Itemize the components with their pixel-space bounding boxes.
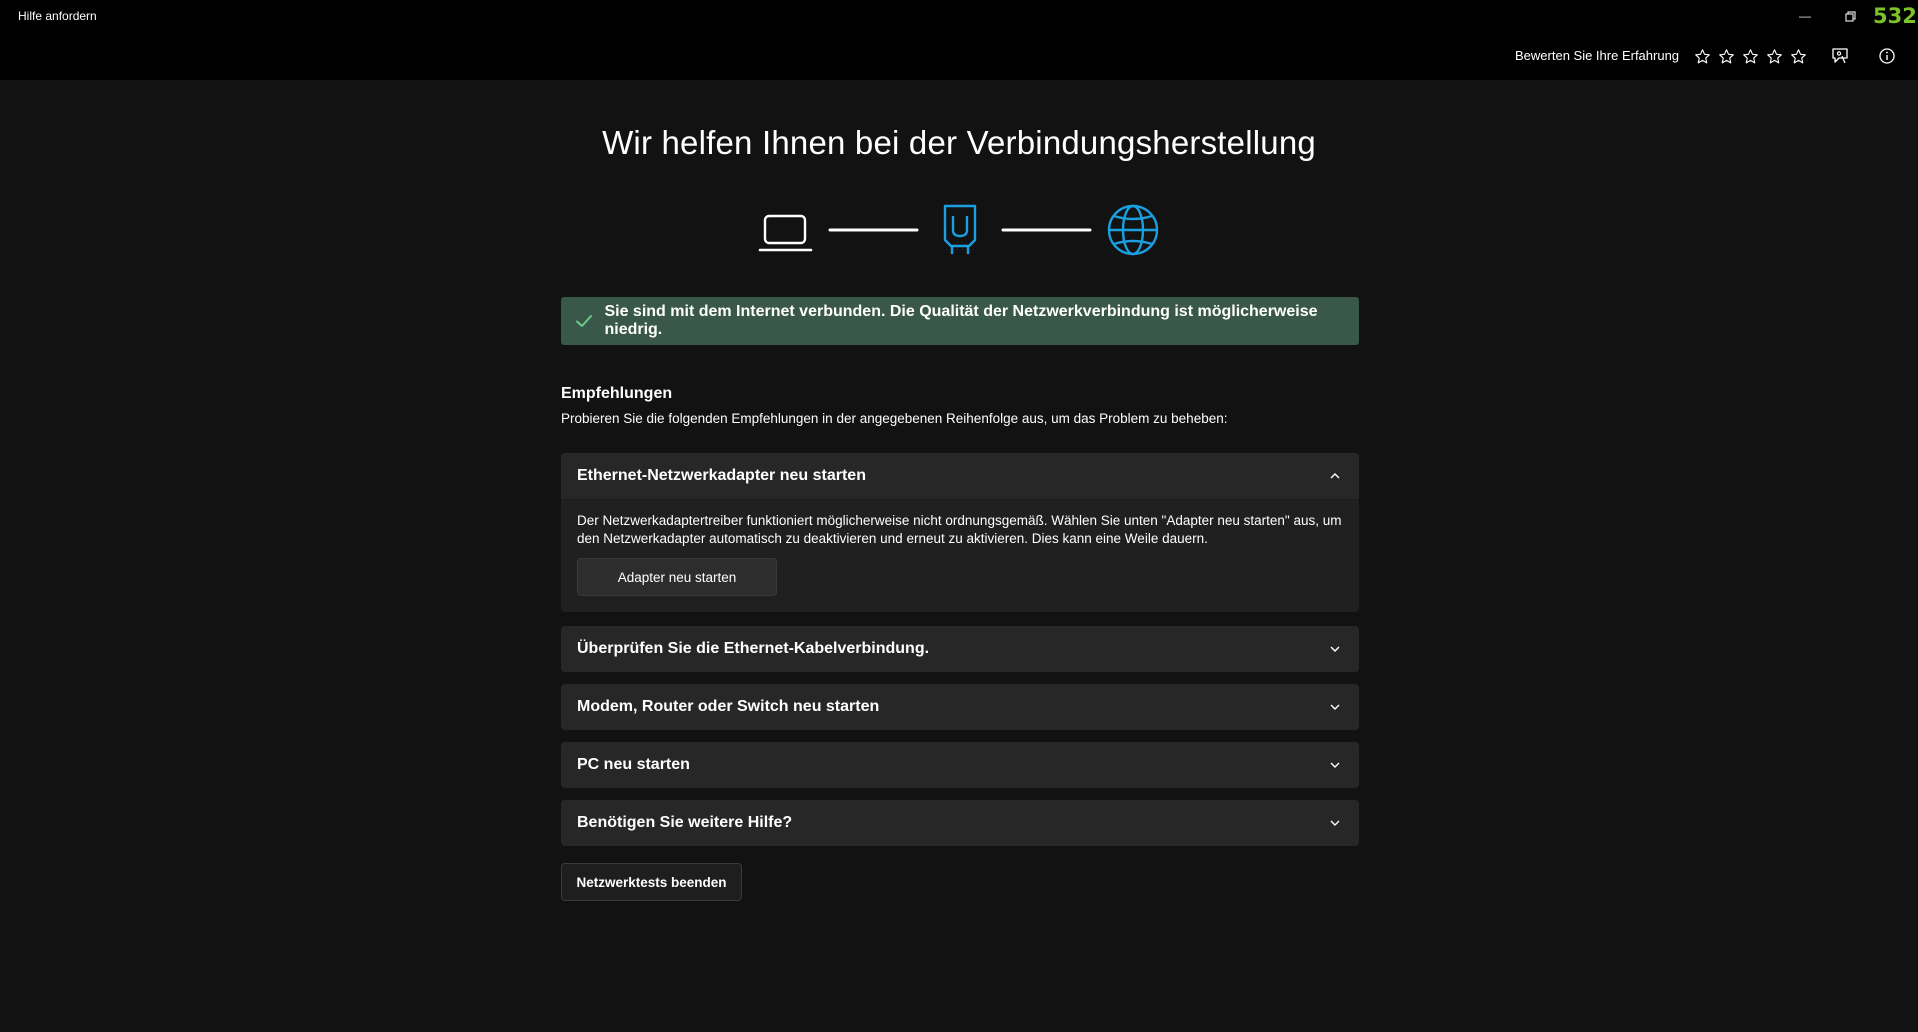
rating-stars[interactable] [1690,44,1810,68]
app-title: Hilfe anfordern [18,9,97,23]
accordion-header[interactable] [561,742,1359,788]
accordion-header[interactable] [561,800,1359,846]
connection-diagram [750,198,1170,262]
accordion-header[interactable] [561,453,1359,499]
ethernet-port-icon [945,206,975,254]
restore-icon [1845,11,1856,22]
accordion-body [561,499,1359,612]
info-icon [1878,47,1896,65]
chevron-down-icon [1327,757,1343,773]
rating-label: Bewerten Sie Ihre Erfahrung [1515,48,1680,63]
accordion-body-text: Der Netzwerkadaptertreiber funktioniert möglicherweise nicht ordnungsgemäß. Wählen Sie unten "Adapter neu starten" aus, um den Netzwerkadapter automatisch zu deaktivieren und erneut zu aktivieren. Dies kann eine Weile dauern. [577,513,1342,546]
recommendation-restart-adapter [561,453,1359,612]
star-outline-icon[interactable] [1786,44,1810,68]
restart-adapter-button[interactable]: Adapter neu starten [577,558,777,596]
status-text: Sie sind mit dem Internet verbunden. Die Qualität der Netzwerkverbindung ist möglicherweise niedrig. [604,303,1318,338]
star-outline-icon[interactable] [1762,44,1786,68]
restore-button[interactable] [1830,4,1870,28]
minimize-icon: — [1799,9,1811,23]
accordion-label: PC neu starten [577,756,690,773]
chevron-up-icon [1327,468,1343,484]
minimize-button[interactable] [1785,4,1825,28]
feedback-icon [1831,47,1849,65]
recommendation-restart-pc[interactable] [561,742,1359,788]
overlay-counter: 532 [1873,4,1917,28]
star-outline-icon[interactable] [1738,44,1762,68]
feedback-button[interactable] [1827,44,1853,68]
recommendation-restart-router[interactable] [561,684,1359,730]
recommendations-title: Empfehlungen [561,385,673,402]
star-outline-icon[interactable] [1714,44,1738,68]
title-bar [0,0,1918,80]
accordion-label: Ethernet-Netzwerkadapter neu starten [577,467,866,484]
recommendation-check-cable[interactable] [561,626,1359,672]
laptop-icon [760,216,811,250]
accordion-header[interactable] [561,626,1359,672]
recommendations-description: Probieren Sie die folgenden Empfehlungen in der angegebenen Reihenfolge aus, um das Problem zu beheben: [561,411,1228,426]
star-outline-icon[interactable] [1690,44,1714,68]
accordion-label: Überprüfen Sie die Ethernet-Kabelverbindung. [577,640,930,657]
page-title: Wir helfen Ihnen bei der Verbindungsherstellung [602,124,1316,161]
checkmark-icon [575,311,594,331]
end-network-tests-button[interactable]: Netzwerktests beenden [561,863,742,901]
accordion-label: Benötigen Sie weitere Hilfe? [577,814,793,831]
accordion-label: Modem, Router oder Switch neu starten [577,698,880,715]
accordion-header[interactable] [561,684,1359,730]
chevron-down-icon [1327,699,1343,715]
info-button[interactable] [1874,44,1900,68]
globe-icon [1109,206,1157,254]
chevron-down-icon [1327,815,1343,831]
chevron-down-icon [1327,641,1343,657]
status-banner [561,297,1359,345]
recommendation-more-help[interactable] [561,800,1359,846]
